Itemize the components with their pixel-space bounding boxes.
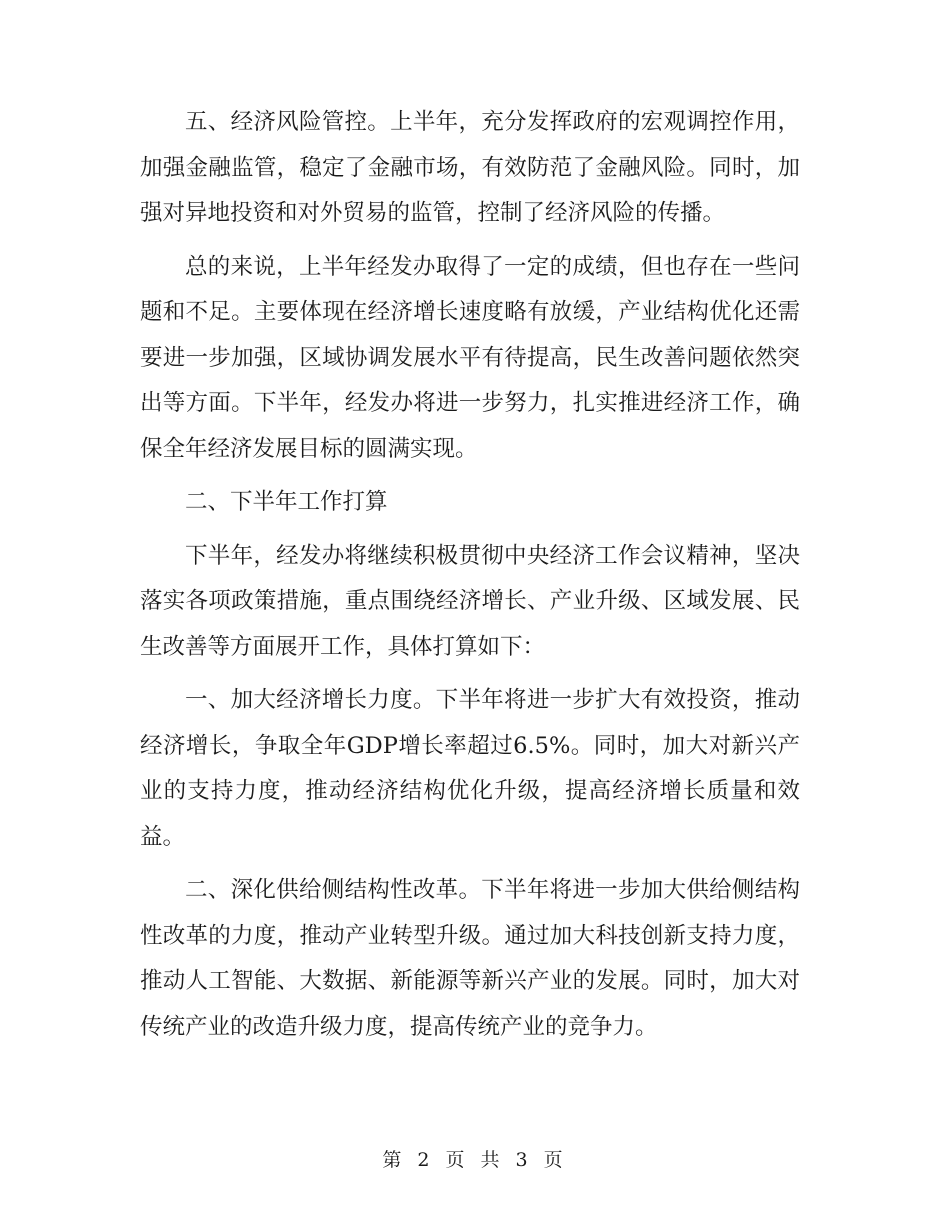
page-footer <box>0 1146 950 1174</box>
paragraph-supply-side-reform: 二、深化供给侧结构性改革。下半年将进一步加大供给侧结构性改革的力度，推动产业转型升级。通过加大科技创新支持力度，推动人工智能、大数据、新能源等新兴产业的发展。同时，加大对传统产业的改造升级力度，提高传统产业的竞争力。 <box>140 877 800 1040</box>
section-heading-second-half-plan: 二、下半年工作打算 <box>185 489 388 515</box>
page-number-indicator: 第 2 页 共 3 页 <box>382 1149 568 1171</box>
paragraph-summary: 总的来说，上半年经发办取得了一定的成绩，但也存在一些问题和不足。主要体现在经济增长速度略有放缓，产业结构优化还需要进一步加强，区域协调发展水平有待提高，民生改善问题依然突出等方面。下半年，经发办将进一步努力，扎实推进经济工作，确保全年经济发展目标的圆满实现。 <box>140 253 800 462</box>
paragraph-economic-risk-control: 五、经济风险管控。上半年，充分发挥政府的宏观调控作用，加强金融监管，稳定了金融市场，有效防范了金融风险。同时，加强对异地投资和对外贸易的监管，控制了经济风险的传播。 <box>140 109 800 226</box>
paragraph-second-half-intro: 下半年，经发办将继续积极贯彻中央经济工作会议精神，坚决落实各项政策措施，重点围绕经济增长、产业升级、区域发展、民生改善等方面展开工作，具体打算如下： <box>140 542 800 660</box>
paragraph-growth-effort: 一、加大经济增长力度。下半年将进一步扩大有效投资，推动经济增长，争取全年GDP增长率超过6.5%。同时，加大对新兴产业的支持力度，推动经济结构优化升级，提高经济增长质量和效益。 <box>140 687 800 850</box>
document-body <box>140 100 800 1058</box>
